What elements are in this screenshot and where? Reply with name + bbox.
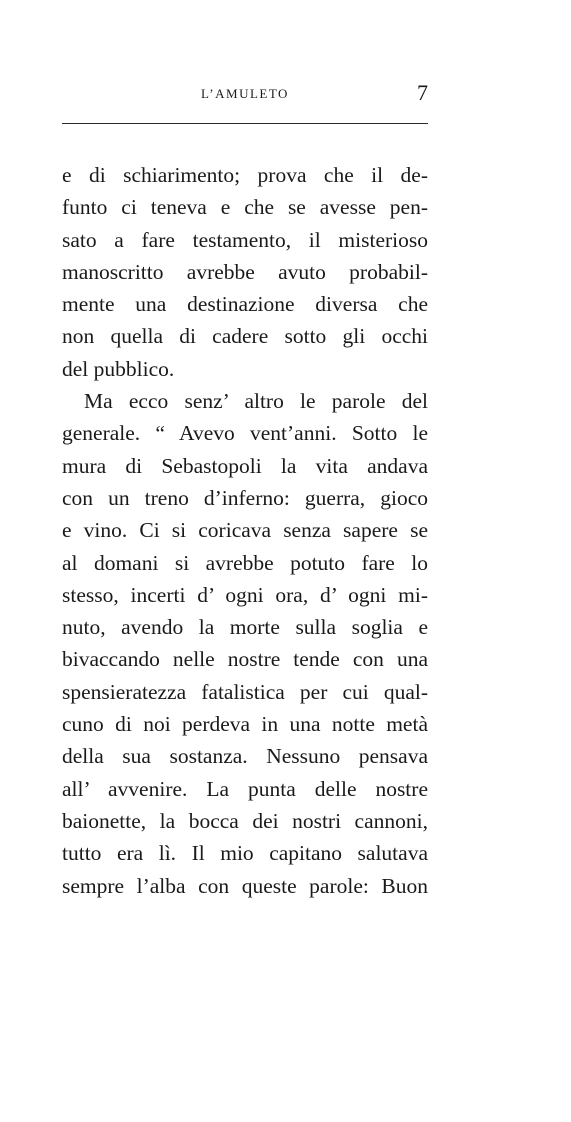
- paragraph: [62, 159, 428, 385]
- text-line: mura di Sebastopoli la vita andava: [62, 453, 428, 478]
- text-line: e di schiarimento; prova che il de-: [62, 163, 428, 187]
- text-line: funto ci teneva e che se avesse pen-: [62, 195, 428, 220]
- text-line: cuno di noi perdeva in una notte metà: [62, 712, 428, 737]
- text-line: con un treno d’inferno: guerra, gioco: [62, 485, 428, 510]
- text-line: e vino. Ci si coricava senza sapere se: [62, 518, 428, 543]
- page-number: 7: [417, 80, 428, 105]
- text-line: manoscritto avrebbe avuto probabil-: [62, 259, 428, 284]
- text-line: bivaccando nelle nostre tende con una: [62, 647, 428, 672]
- running-title: L’AMULETO: [201, 86, 289, 101]
- text-line: della sua sostanza. Nessuno pensava: [62, 744, 428, 769]
- text-line: del pubblico.: [62, 356, 175, 381]
- page-header: [62, 78, 428, 108]
- text-line: generale. “ Avevo vent’anni. Sotto le: [62, 421, 428, 446]
- text-line: nuto, avendo la morte sulla soglia e: [62, 615, 428, 640]
- text-line: al domani si avrebbe potuto fare lo: [62, 550, 428, 575]
- text-line: sempre l’alba con queste parole: Buon: [62, 873, 428, 898]
- text-line: spensieratezza fatalistica per cui qual-: [62, 679, 428, 704]
- text-line: stesso, incerti d’ ogni ora, d’ ogni mi-: [62, 582, 428, 607]
- text-line: baionette, la bocca dei nostri cannoni,: [62, 808, 428, 833]
- body-text: [62, 159, 428, 902]
- text-line: Ma ecco senz’ altro le parole del: [84, 389, 428, 414]
- text-line: non quella di cadere sotto gli occhi: [62, 324, 428, 349]
- paragraph: [62, 385, 428, 902]
- header-rule: [62, 123, 428, 124]
- text-line: all’ avvenire. La punta delle nostre: [62, 776, 428, 801]
- text-line: tutto era lì. Il mio capitano salutava: [62, 841, 428, 866]
- text-line: mente una destinazione diversa che: [62, 292, 428, 317]
- text-line: sato a fare testamento, il misterioso: [62, 227, 428, 252]
